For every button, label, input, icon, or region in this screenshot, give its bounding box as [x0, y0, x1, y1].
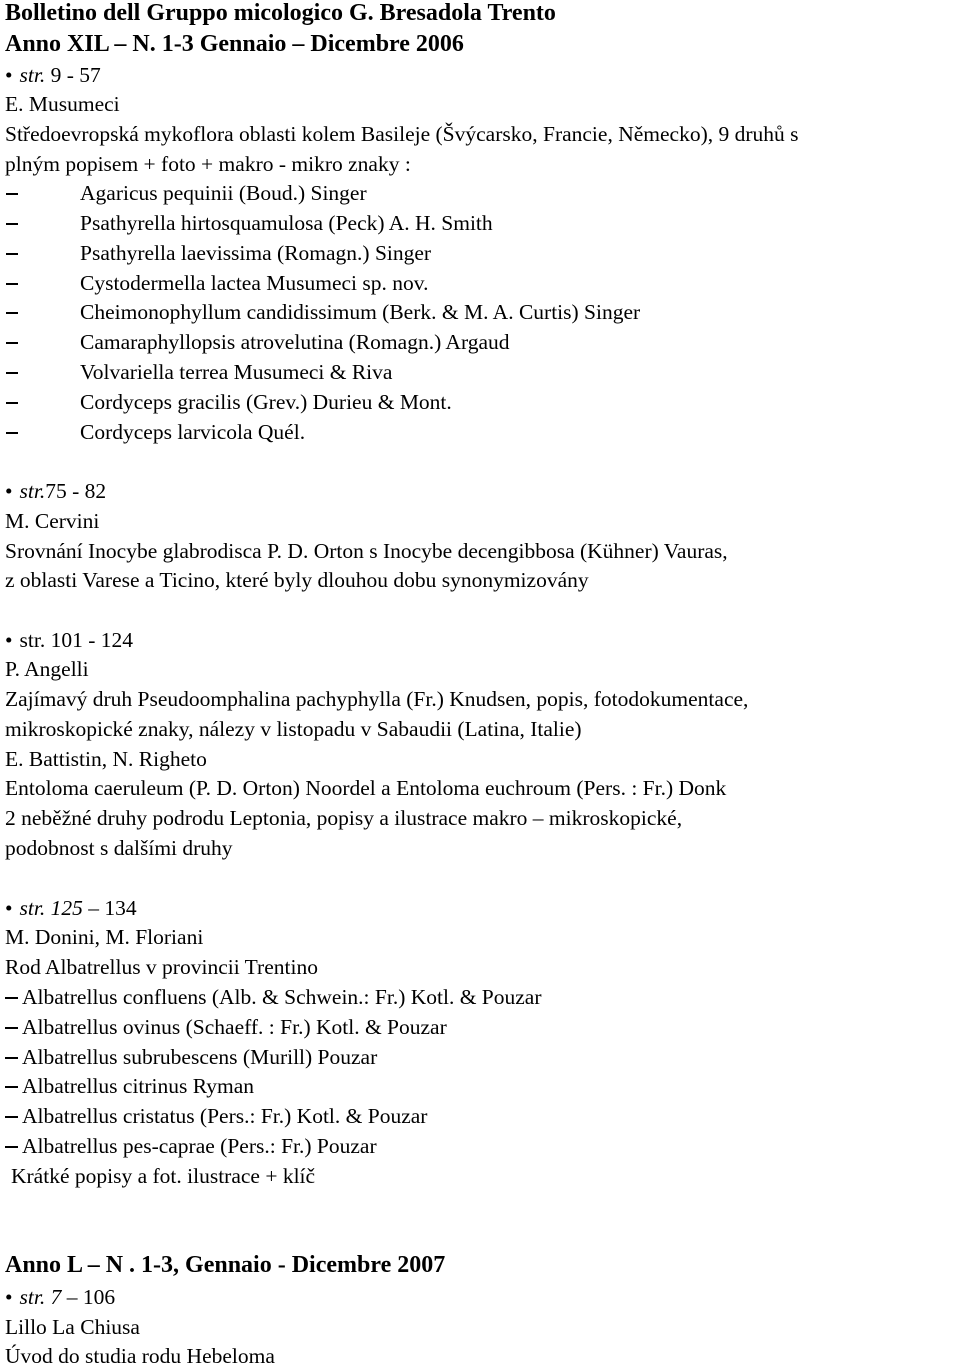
dash-bullet [6, 312, 18, 314]
article-1-title-line-2: plným popisem + foto + makro - mikro znaky : [5, 152, 411, 176]
article-4-author: M. Donini, M. Floriani [5, 925, 204, 949]
dash-bullet [6, 432, 18, 434]
pages-prefix: str. [19, 1285, 46, 1309]
article-4-pages [5, 893, 137, 923]
species-item: Camaraphyllopsis atrovelutina (Romagn.) Argaud [80, 330, 510, 354]
article-3b-title-line-2: 2 neběžné druhy podrodu Leptonia, popisy a ilustrace makro – mikroskopické, [5, 806, 683, 830]
dash-bullet [6, 372, 18, 374]
dash-bullet [5, 1116, 18, 1118]
article-3-title-line-1: Zajímavý druh Pseudoomphalina pachyphylla (Fr.) Knudsen, popis, fotodokumentace, [5, 687, 749, 711]
species-item: Volvariella terrea Musumeci & Riva [80, 360, 393, 384]
article-3-pages: • str. 101 - 124 [5, 625, 133, 655]
species-item: Psathyrella hirtosquamulosa (Peck) A. H. Smith [80, 211, 493, 235]
dash-bullet [6, 283, 18, 285]
article-5-pages [5, 1282, 115, 1312]
article-2-title-line-1: Srovnání Inocybe glabrodisca P. D. Orton s Inocybe decengibbosa (Kühner) Vauras, [5, 539, 728, 563]
pages-start: 7 [50, 1285, 62, 1309]
article-3b-title-line-1: Entoloma caeruleum (P. D. Orton) Noordel a Entoloma euchroum (Pers. : Fr.) Donk [5, 776, 727, 800]
species-item: Albatrellus cristatus (Pers.: Fr.) Kotl. & Pouzar [22, 1104, 428, 1128]
species-item: Cordyceps larvicola Quél. [80, 420, 306, 444]
species-item: Albatrellus citrinus Ryman [22, 1074, 255, 1098]
article-5-author: Lillo La Chiusa [5, 1315, 140, 1339]
species-item: Albatrellus pes-caprae (Pers.: Fr.) Pouzar [22, 1134, 377, 1158]
dash-bullet [6, 223, 18, 225]
article-2-title-line-2: z oblasti Varese a Ticino, které byly dlouhou dobu synonymizovány [5, 568, 589, 592]
article-2-pages [5, 476, 106, 506]
species-item: Agaricus pequinii (Boud.) Singer [80, 181, 367, 205]
article-4-note: Krátké popisy a fot. ilustrace + klíč [11, 1164, 316, 1188]
dash-bullet [5, 1146, 18, 1148]
journal-title: Bolletino dell Gruppo micologico G. Bresadola Trento [5, 0, 556, 26]
article-3b-title-line-3: podobnost s dalšími druhy [5, 836, 233, 860]
article-2-author: M. Cervini [5, 509, 100, 533]
dash-bullet [6, 253, 18, 255]
species-item: Albatrellus confluens (Alb. & Schwein.: Fr.) Kotl. & Pouzar [22, 985, 542, 1009]
species-item: Cordyceps gracilis (Grev.) Durieu & Mont. [80, 390, 452, 414]
article-3b-author: E. Battistin, N. Righeto [5, 747, 207, 771]
species-item: Cheimonophyllum candidissimum (Berk. & M. A. Curtis) Singer [80, 300, 641, 324]
species-item: Psathyrella laevissima (Romagn.) Singer [80, 241, 432, 265]
article-4-title: Rod Albatrellus v provincii Trentino [5, 955, 318, 979]
pages-prefix: str. [19, 479, 46, 503]
dash-bullet [6, 402, 18, 404]
article-3-title-line-2: mikroskopické znaky, nálezy v listopadu v Sabaudii (Latina, Italie) [5, 717, 582, 741]
article-1-author: E. Musumeci [5, 92, 120, 116]
pages-prefix: str. [19, 896, 46, 920]
pages-range: 9 - 57 [50, 63, 101, 87]
article-5-title: Úvod do studia rodu Hebeloma [5, 1344, 275, 1368]
species-item: Albatrellus ovinus (Schaeff. : Fr.) Kotl. & Pouzar [22, 1015, 447, 1039]
pages-start: 125 [50, 896, 83, 920]
pages-end: – 106 [66, 1285, 116, 1309]
dash-bullet [5, 1057, 18, 1059]
pages-prefix: str. [19, 63, 46, 87]
dash-bullet [6, 193, 18, 195]
dash-bullet [5, 1027, 18, 1029]
article-1-pages [5, 60, 101, 90]
issue-2007: Anno L – N . 1-3, Gennaio - Dicembre 2007 [5, 1252, 446, 1278]
article-1-title-line-1: Středoevropská mykoflora oblasti kolem Basileje (Švýcarsko, Francie, Německo), 9 druhů s [5, 122, 799, 146]
pages-range: 75 - 82 [45, 479, 107, 503]
dash-bullet [5, 997, 18, 999]
article-3-author: P. Angelli [5, 657, 89, 681]
dash-bullet [6, 342, 18, 344]
issue-2006: Anno XIL – N. 1-3 Gennaio – Dicembre 2006 [5, 31, 464, 57]
pages-end: – 134 [88, 896, 137, 920]
dash-bullet [5, 1086, 18, 1088]
species-item: Albatrellus subrubescens (Murill) Pouzar [22, 1045, 378, 1069]
species-item: Cystodermella lactea Musumeci sp. nov. [80, 271, 429, 295]
